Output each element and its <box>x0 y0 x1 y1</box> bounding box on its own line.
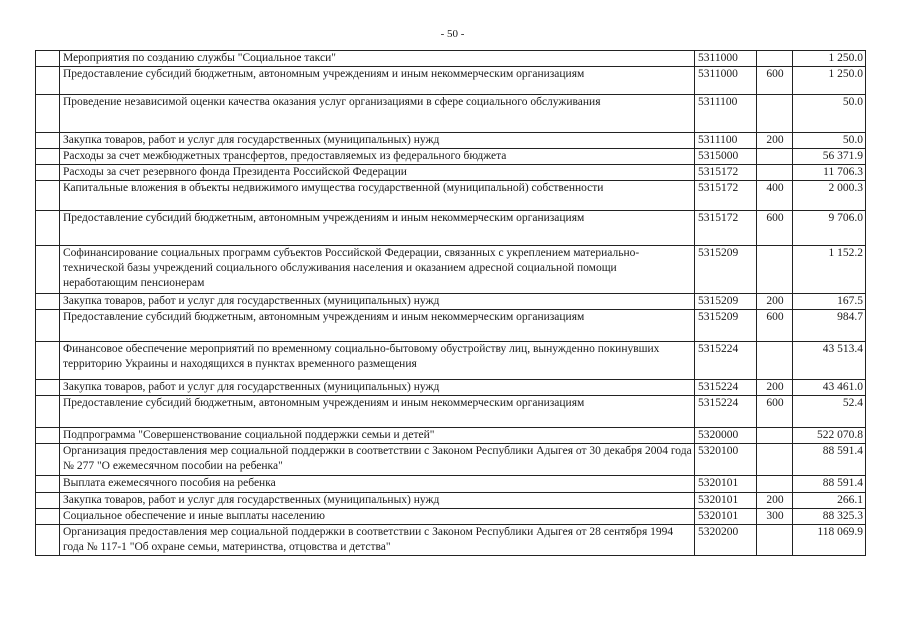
row-code-cell: 5315224 <box>695 380 757 396</box>
row-name-cell: Закупка товаров, работ и услуг для государственных (муниципальных) нужд <box>60 493 695 509</box>
row-type-cell <box>757 428 793 444</box>
row-sum-cell: 118 069.9 <box>793 525 866 556</box>
row-code-cell: 5320101 <box>695 493 757 509</box>
row-type-cell <box>757 246 793 294</box>
row-code-cell: 5311000 <box>695 51 757 67</box>
row-sum-cell: 43 461.0 <box>793 380 866 396</box>
table-row <box>36 181 866 211</box>
row-type-cell <box>757 51 793 67</box>
row-name-cell: Мероприятия по созданию службы "Социальное такси" <box>60 51 695 67</box>
row-code-cell: 5315209 <box>695 294 757 310</box>
row-name-cell: Расходы за счет межбюджетных трансфертов, предоставляемых из федерального бюджета <box>60 149 695 165</box>
row-type-cell <box>757 476 793 493</box>
page-number: - 50 - <box>440 28 465 40</box>
row-name-cell: Закупка товаров, работ и услуг для государственных (муниципальных) нужд <box>60 294 695 310</box>
row-name-cell: Предоставление субсидий бюджетным, автономным учреждениям и иным некоммерческим организациям <box>60 67 695 95</box>
row-code-cell: 5315209 <box>695 246 757 294</box>
row-sum-cell: 9 706.0 <box>793 211 866 246</box>
row-sum-cell: 43 513.4 <box>793 342 866 380</box>
table-row <box>36 342 866 380</box>
row-code-cell: 5320200 <box>695 525 757 556</box>
row-type-cell: 300 <box>757 509 793 525</box>
row-sum-cell: 2 000.3 <box>793 181 866 211</box>
row-empty-cell <box>36 493 60 509</box>
row-type-cell <box>757 525 793 556</box>
row-empty-cell <box>36 95 60 133</box>
row-type-cell: 600 <box>757 211 793 246</box>
row-type-cell: 200 <box>757 294 793 310</box>
row-code-cell: 5320101 <box>695 509 757 525</box>
row-type-cell: 200 <box>757 380 793 396</box>
table-row <box>36 525 866 556</box>
row-code-cell: 5311100 <box>695 133 757 149</box>
table-row <box>36 51 866 67</box>
budget-table <box>35 50 866 556</box>
row-empty-cell <box>36 342 60 380</box>
row-type-cell <box>757 95 793 133</box>
row-sum-cell: 52.4 <box>793 396 866 428</box>
table-row <box>36 294 866 310</box>
row-code-cell: 5315224 <box>695 342 757 380</box>
row-type-cell: 200 <box>757 133 793 149</box>
row-name-cell: Подпрограмма "Совершенствование социальной поддержки семьи и детей" <box>60 428 695 444</box>
row-sum-cell: 88 591.4 <box>793 476 866 493</box>
row-sum-cell: 88 591.4 <box>793 444 866 476</box>
row-code-cell: 5320101 <box>695 476 757 493</box>
table-row <box>36 133 866 149</box>
table-row <box>36 310 866 342</box>
row-empty-cell <box>36 246 60 294</box>
row-sum-cell: 522 070.8 <box>793 428 866 444</box>
row-empty-cell <box>36 149 60 165</box>
row-empty-cell <box>36 509 60 525</box>
row-empty-cell <box>36 294 60 310</box>
row-name-cell: Капитальные вложения в объекты недвижимого имущества государственной (муниципальной) собственности <box>60 181 695 211</box>
row-type-cell: 400 <box>757 181 793 211</box>
row-sum-cell: 88 325.3 <box>793 509 866 525</box>
row-sum-cell: 56 371.9 <box>793 149 866 165</box>
row-type-cell <box>757 165 793 181</box>
row-code-cell: 5315172 <box>695 165 757 181</box>
row-empty-cell <box>36 51 60 67</box>
row-empty-cell <box>36 211 60 246</box>
table-row <box>36 444 866 476</box>
budget-table-body <box>36 51 866 556</box>
table-row <box>36 396 866 428</box>
row-name-cell: Расходы за счет резервного фонда Президента Российской Федерации <box>60 165 695 181</box>
row-sum-cell: 1 152.2 <box>793 246 866 294</box>
table-row <box>36 246 866 294</box>
row-code-cell: 5320000 <box>695 428 757 444</box>
row-name-cell: Закупка товаров, работ и услуг для государственных (муниципальных) нужд <box>60 380 695 396</box>
row-type-cell <box>757 149 793 165</box>
row-empty-cell <box>36 133 60 149</box>
table-row <box>36 509 866 525</box>
row-name-cell: Предоставление субсидий бюджетным, автономным учреждениям и иным некоммерческим организациям <box>60 211 695 246</box>
row-type-cell: 200 <box>757 493 793 509</box>
row-empty-cell <box>36 476 60 493</box>
row-type-cell <box>757 444 793 476</box>
table-row <box>36 428 866 444</box>
row-sum-cell: 984.7 <box>793 310 866 342</box>
row-sum-cell: 1 250.0 <box>793 67 866 95</box>
row-empty-cell <box>36 310 60 342</box>
row-name-cell: Софинансирование социальных программ субъектов Российской Федерации, связанных с укреплением материально-технической базы учреждений социального обслуживания населения и оказанием адресной социальной помощи неработающим пенсионерам <box>60 246 695 294</box>
row-type-cell: 600 <box>757 396 793 428</box>
row-empty-cell <box>36 165 60 181</box>
row-code-cell: 5315224 <box>695 396 757 428</box>
table-row <box>36 211 866 246</box>
row-empty-cell <box>36 67 60 95</box>
table-row <box>36 380 866 396</box>
row-sum-cell: 11 706.3 <box>793 165 866 181</box>
row-sum-cell: 167.5 <box>793 294 866 310</box>
row-code-cell: 5315000 <box>695 149 757 165</box>
row-code-cell: 5315172 <box>695 181 757 211</box>
table-row <box>36 493 866 509</box>
row-name-cell: Организация предоставления мер социальной поддержки в соответствии с Законом Республики Адыгея от 30 декабря 2004 года № 277 "О ежемесячном пособии на ребенка" <box>60 444 695 476</box>
row-code-cell: 5311000 <box>695 67 757 95</box>
table-row <box>36 476 866 493</box>
table-row <box>36 95 866 133</box>
row-empty-cell <box>36 525 60 556</box>
table-row <box>36 149 866 165</box>
row-name-cell: Выплата ежемесячного пособия на ребенка <box>60 476 695 493</box>
row-sum-cell: 50.0 <box>793 95 866 133</box>
table-row <box>36 165 866 181</box>
row-code-cell: 5311100 <box>695 95 757 133</box>
row-sum-cell: 1 250.0 <box>793 51 866 67</box>
row-code-cell: 5315209 <box>695 310 757 342</box>
row-code-cell: 5320100 <box>695 444 757 476</box>
row-sum-cell: 266.1 <box>793 493 866 509</box>
row-code-cell: 5315172 <box>695 211 757 246</box>
row-name-cell: Социальное обеспечение и иные выплаты населению <box>60 509 695 525</box>
table-row <box>36 67 866 95</box>
row-name-cell: Финансовое обеспечение мероприятий по временному социально-бытовому обустройству лиц, вынужденно покинувших территорию Украины и находящихся в пунктах временного размещения <box>60 342 695 380</box>
row-name-cell: Организация предоставления мер социальной поддержки в соответствии с Законом Республики Адыгея от 28 сентября 1994 года № 117-1 "Об охране семьи, материнства, отцовства и детства" <box>60 525 695 556</box>
row-name-cell: Предоставление субсидий бюджетным, автономным учреждениям и иным некоммерческим организациям <box>60 396 695 428</box>
row-type-cell <box>757 342 793 380</box>
row-name-cell: Проведение независимой оценки качества оказания услуг организациями в сфере социального обслуживания <box>60 95 695 133</box>
row-empty-cell <box>36 428 60 444</box>
row-type-cell: 600 <box>757 67 793 95</box>
row-empty-cell <box>36 181 60 211</box>
row-sum-cell: 50.0 <box>793 133 866 149</box>
row-empty-cell <box>36 396 60 428</box>
row-name-cell: Закупка товаров, работ и услуг для государственных (муниципальных) нужд <box>60 133 695 149</box>
row-type-cell: 600 <box>757 310 793 342</box>
row-name-cell: Предоставление субсидий бюджетным, автономным учреждениям и иным некоммерческим организациям <box>60 310 695 342</box>
row-empty-cell <box>36 380 60 396</box>
row-empty-cell <box>36 444 60 476</box>
